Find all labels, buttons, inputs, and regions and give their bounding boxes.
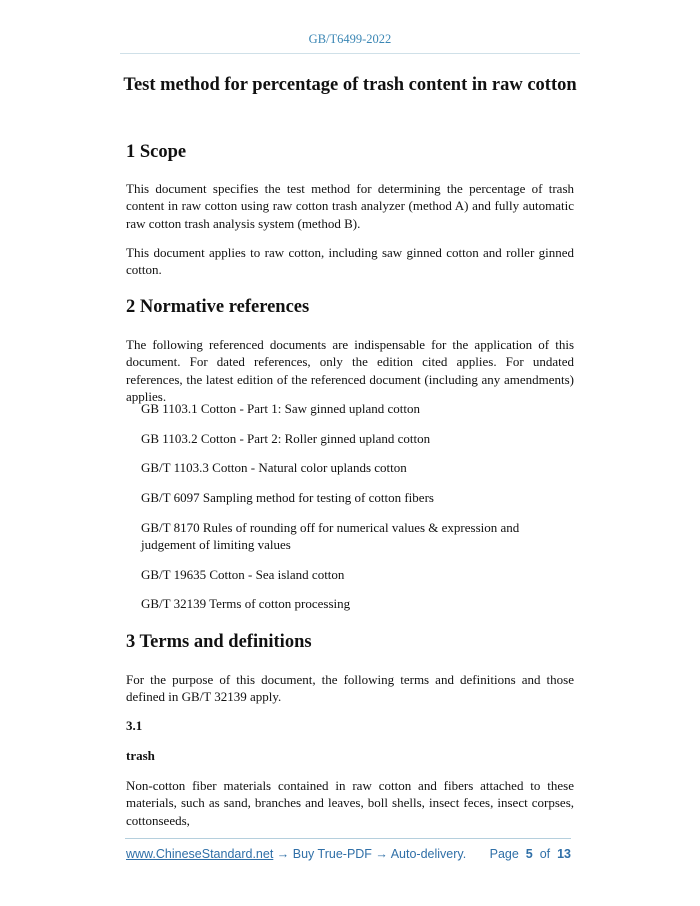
term-name: trash	[126, 748, 155, 763]
current-page: 5	[525, 847, 533, 861]
page-indicator	[490, 847, 571, 861]
normative-intro: The following referenced documents are indispensable for the application of this document. For dated references, only the edition cited applies. For undated references, the latest edition of the referenced document (including any amendments) applies.	[126, 337, 574, 404]
of-label: of	[539, 847, 551, 861]
page-label: Page	[489, 847, 519, 861]
reference-item: GB/T 1103.3 Cotton - Natural color uplands cotton	[141, 460, 407, 475]
reference-item: GB/T 6097 Sampling method for testing of cotton fibers	[141, 490, 434, 505]
scope-paragraph-2: This document applies to raw cotton, including saw ginned cotton and roller ginned cotton.	[126, 245, 574, 278]
section-heading-terms: 3 Terms and definitions	[126, 632, 312, 652]
section-heading-normative-references: 2 Normative references	[126, 297, 310, 317]
footer-promo	[126, 847, 466, 861]
reference-item: GB 1103.2 Cotton - Part 2: Roller ginned upland cotton	[141, 431, 431, 446]
reference-item: GB/T 32139 Terms of cotton processing	[141, 596, 351, 611]
website-link[interactable]: www.ChineseStandard.net	[126, 847, 274, 861]
term-definition: Non-cotton fiber materials contained in raw cotton and fibers attached to these materials, such as sand, branches and leaves, boll shells, insect feces, insect corpses, cottonseeds,	[126, 778, 574, 828]
document-code-header: GB/T6499-2022	[308, 32, 392, 46]
total-pages: 13	[557, 847, 571, 861]
document-title: Test method for percentage of trash content in raw cotton	[123, 75, 577, 95]
term-number: 3.1	[126, 718, 143, 733]
scope-paragraph-1: This document specifies the test method for determining the percentage of trash content in raw cotton using raw cotton trash analyzer (method A) and fully automatic raw cotton trash analysis system (method B).	[126, 181, 574, 231]
header-divider	[120, 53, 580, 54]
footer-promo-text: → Buy True-PDF → Auto-delivery.	[273, 847, 467, 861]
footer-divider	[125, 838, 571, 839]
terms-intro: For the purpose of this document, the following terms and definitions and those defined in GB/T 32139 apply.	[126, 672, 574, 705]
reference-item: GB 1103.1 Cotton - Part 1: Saw ginned upland cotton	[141, 401, 420, 416]
footer	[126, 847, 571, 861]
reference-item: GB/T 19635 Cotton - Sea island cotton	[141, 567, 345, 582]
reference-item: GB/T 8170 Rules of rounding off for numerical values & expression and judgement of limiting values	[141, 520, 520, 553]
section-heading-scope: 1 Scope	[126, 142, 187, 162]
